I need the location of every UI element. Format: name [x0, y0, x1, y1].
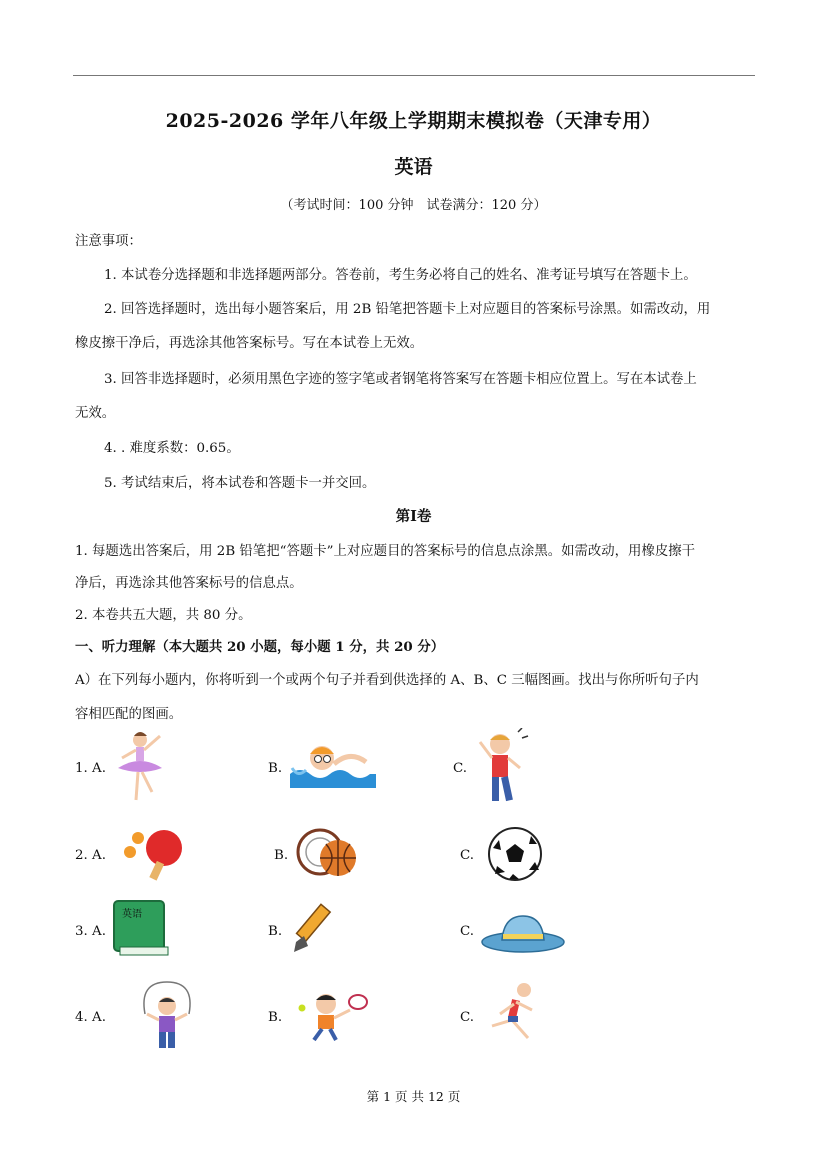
q1-option-a-label: 1. A. [75, 761, 106, 776]
q2-option-c-label: C. [460, 848, 475, 863]
q4-option-c-label: C. [460, 1010, 475, 1025]
note-item-4: 4. . 难度系数：0.65。 [104, 441, 240, 456]
ballerina-image [110, 728, 166, 806]
section-one-instruction: A）在下列每小题内，你将听到一个或两个句子并看到供选择的 A、B、C 三幅图画。找出与你所听句子内 [75, 673, 699, 688]
q3-option-c-label: C. [460, 924, 475, 939]
jumping-boy-image [474, 728, 530, 808]
book-label: 英语 [122, 909, 142, 920]
note-item-1: 1. 本试卷分选择题和非选择题两部分。答卷前，考生务必将自己的姓名、准考证号填写在答题卡上。 [104, 268, 697, 283]
note-item-2-cont: 橡皮擦干净后，再选涂其他答案标号。写在本试卷上无效。 [75, 336, 424, 351]
section-one-title: 一、听力理解（本大题共 20 小题，每小题 1 分，共 20 分） [75, 639, 445, 655]
q3-option-a-label: 3. A. [75, 924, 106, 939]
q4-option-a-label: 4. A. [75, 1010, 106, 1025]
note-item-5: 5. 考试结束后，将本试卷和答题卡一并交回。 [104, 476, 376, 491]
english-book-image [110, 897, 172, 959]
part-one-rule-1: 1. 每题选出答案后，用 2B 铅笔把“答题卡”上对应题目的答案标号的信息点涂黑。如需改动，用橡皮擦干 [75, 544, 695, 559]
part-one-title: 第Ⅰ卷 [395, 508, 432, 525]
part-one-rule-1-cont: 净后，再选涂其他答案标号的信息点。 [75, 576, 303, 591]
q1-option-b-label: B. [268, 761, 283, 776]
q1-option-c-label: C. [453, 761, 468, 776]
page-footer: 第 1 页 共 12 页 [366, 1089, 461, 1104]
section-one-instruction-cont: 容相匹配的图画。 [75, 707, 183, 722]
basketball-image [296, 826, 362, 882]
soccer-ball-image [487, 826, 543, 882]
tennis-player-image [296, 990, 372, 1042]
part-one-rule-2: 2. 本卷共五大题，共 80 分。 [75, 608, 252, 623]
note-item-3-cont: 无效。 [75, 406, 116, 421]
top-rule [73, 75, 755, 76]
note-item-3: 3. 回答非选择题时，必须用黑色字迹的签字笔或者钢笔将答案写在答题卡相应位置上。写在本试卷上 [104, 372, 697, 387]
q3-option-b-label: B. [268, 924, 283, 939]
fountain-pen-image [290, 902, 342, 954]
notes-heading: 注意事项： [75, 234, 142, 249]
swimmer-image [288, 738, 378, 788]
runner-image [480, 980, 552, 1050]
note-item-2: 2. 回答选择题时，选出每小题答案后，用 2B 铅笔把答题卡上对应题目的答案标号涂黑。如需改动，用 [104, 302, 711, 317]
table-tennis-image [120, 828, 188, 882]
q2-option-b-label: B. [274, 848, 289, 863]
subject-title: 英语 [394, 156, 433, 178]
jump-rope-image [135, 980, 199, 1054]
q4-option-b-label: B. [268, 1010, 283, 1025]
q2-option-a-label: 2. A. [75, 848, 106, 863]
page-title: 2025-2026 学年八年级上学期期末模拟卷（天津专用） [165, 110, 662, 132]
exam-info: （考试时间：100 分钟 试卷满分：120 分） [280, 198, 547, 213]
hat-image [480, 910, 566, 954]
